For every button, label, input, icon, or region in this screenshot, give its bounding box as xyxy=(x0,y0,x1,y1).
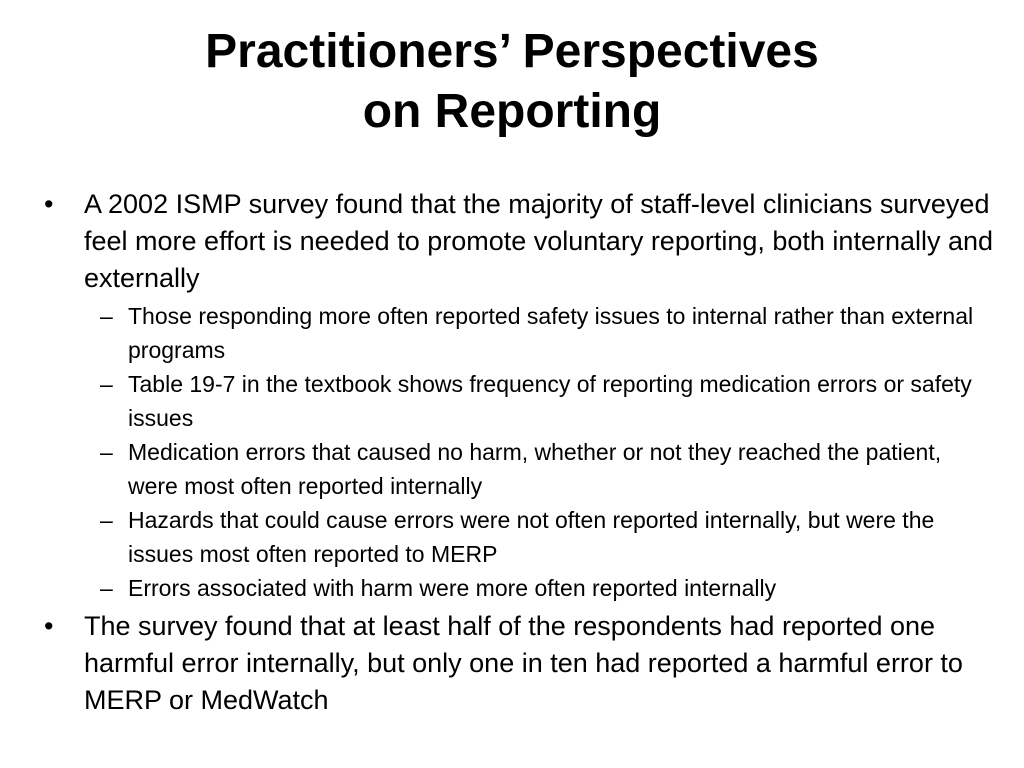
sub-bullet-text: Errors associated with harm were more often reported internally xyxy=(128,575,777,601)
bullet-item xyxy=(44,608,994,719)
slide-title-line-2: on Reporting xyxy=(362,85,662,138)
bullet-marker: • xyxy=(44,611,54,641)
bullet-text: A 2002 ISMP survey found that the majority of staff-level clinicians surveyed feel more effort is needed to promote voluntary reporting, both internally and externally xyxy=(84,189,994,293)
sub-bullet-text: Hazards that could cause errors were not often reported internally, but were the issues most often reported to MERP xyxy=(128,507,935,567)
sub-bullet-text: Those responding more often reported safety issues to internal rather than external programs xyxy=(128,303,974,363)
slide-title-line-1: Practitioners’ Perspectives xyxy=(205,25,819,78)
dash-marker: – xyxy=(100,439,113,465)
slide-body xyxy=(44,186,994,719)
sub-bullet-text: Table 19-7 in the textbook shows frequency of reporting medication errors or safety issues xyxy=(128,371,972,431)
dash-marker: – xyxy=(100,507,113,533)
bullet-text: The survey found that at least half of the respondents had reported one harmful error internally, but only one in ten had reported a harmful error to MERP or MedWatch xyxy=(84,611,963,715)
bullet-marker: • xyxy=(44,189,54,219)
dash-marker: – xyxy=(100,575,113,601)
slide-title xyxy=(0,22,1024,142)
sub-bullet-list xyxy=(44,299,994,605)
dash-marker: – xyxy=(100,303,113,329)
sub-bullet-item xyxy=(44,299,994,367)
dash-marker: – xyxy=(100,371,113,397)
sub-bullet-item xyxy=(44,571,994,605)
sub-bullet-item xyxy=(44,367,994,435)
sub-bullet-item xyxy=(44,503,994,571)
bullet-item xyxy=(44,186,994,297)
sub-bullet-item xyxy=(44,435,994,503)
sub-bullet-text: Medication errors that caused no harm, whether or not they reached the patient, were most often reported internally xyxy=(128,439,942,499)
